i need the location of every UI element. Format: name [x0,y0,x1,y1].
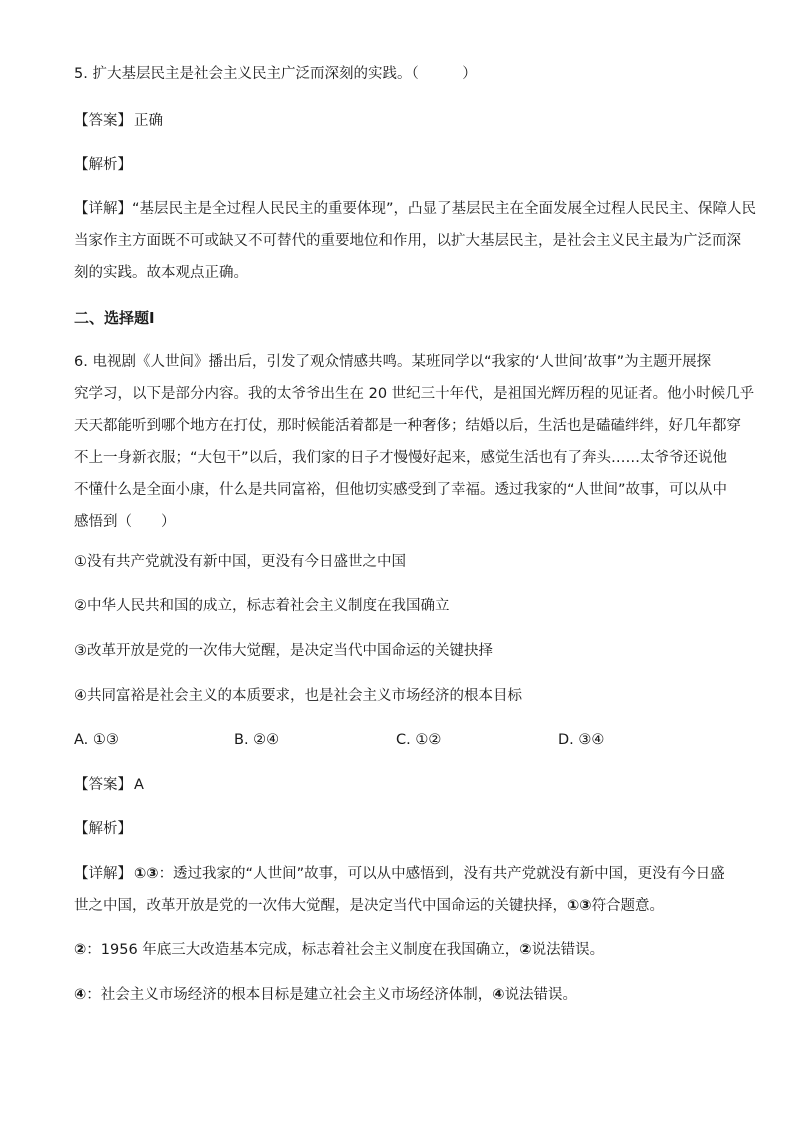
q6-detail-line-3 [74,940,604,960]
q6-stem-line-6: 感悟到（ ） [74,514,176,530]
q6-detail-text: 符合题意。 [591,898,665,914]
q5-answer-line [74,111,163,131]
q6-option-c: C. ①② [396,732,442,748]
q6-stem-line-5: 不懂什么是全面小康，什么是共同富裕，但他切实感受到了幸福。透过我家的“人世间”故事，可以从中 [74,482,728,498]
q6-statement-2: ②中华人民共和国的成立，标志着社会主义制度在我国确立 [74,598,450,614]
q6-detail-text: ：社会主义市场经济的根本目标是建立社会主义市场经济体制， [86,987,493,1003]
q6-analysis-tag: 【解析】 [74,821,132,837]
q6-detail-text: ：透过我家的“人世间”故事，可以从中感悟到，没有共产党就没有新中国，更没有今日盛 [158,866,725,882]
q6-detail-mark: ①③ [134,866,159,882]
q6-detail-text: 说法错误。 [531,942,605,958]
section-heading: 二、选择题Ⅰ [74,309,155,327]
q6-detail-line-1 [74,864,725,884]
q6-statement-3: ③改革开放是党的一次伟大觉醒，是决定当代中国命运的关键抉择 [74,643,493,659]
q6-detail-text: ：1956 年底三大改造基本完成，标志着社会主义制度在我国确立， [86,942,520,958]
q5-detail-line-1: 【详解】“基层民主是全过程人民民主的重要体现”，凸显了基层民主在全面发展全过程人民民主、保障人民 [74,201,757,217]
q5-detail-line-2: 当家作主方面既不可或缺又不可替代的重要地位和作用，以扩大基层民主，是社会主义民主最为广泛而深 [74,233,741,249]
q6-stem-line-1: 6. 电视剧《人世间》播出后，引发了观众情感共鸣。某班同学以“我家的‘人世间’故事”为主题开展探 [74,354,712,370]
q6-stem-line-3: 天天都能听到哪个地方在打仗，那时候能活着都是一种奢侈；结婚以后，生活也是磕磕绊绊，好几年都穿 [74,418,741,434]
q5-stem: 5. 扩大基层民主是社会主义民主广泛而深刻的实践。（ ） [74,66,477,82]
q6-detail-mark: ④ [74,987,87,1003]
q6-answer: A [134,777,144,793]
q6-detail-mark: ④ [492,987,505,1003]
q6-detail-line-2 [74,896,664,916]
q5-answer: 正确 [134,113,163,129]
q6-detail-text: 世之中国，改革开放是党的一次伟大觉醒，是决定当代中国命运的关键抉择， [74,898,567,914]
q6-detail-mark: ② [74,942,87,958]
q6-option-a: A. ①③ [74,732,119,748]
q5-detail-line-3: 刻的实践。故本观点正确。 [74,265,248,281]
q6-option-d: D. ③④ [558,732,605,748]
q6-answer-tag: 【答案】 [74,777,132,793]
q6-stem-line-2: 究学习，以下是部分内容。我的太爷爷出生在 20 世纪三十年代，是祖国光辉历程的见证者。他小时候几乎 [74,386,755,402]
q6-detail-mark: ② [519,942,532,958]
q6-stem-line-4: 不上一身新衣服；“大包干”以后，我们家的日子才慢慢好起来，感觉生活也有了奔头……太爷爷还说他 [74,450,728,466]
q6-detail-tag: 【详解】 [74,866,132,882]
q5-answer-tag: 【答案】 [74,113,132,129]
q6-statement-4: ④共同富裕是社会主义的本质要求，也是社会主义市场经济的根本目标 [74,688,522,704]
q6-statement-1: ①没有共产党就没有新中国，更没有今日盛世之中国 [74,554,406,570]
q5-analysis-tag: 【解析】 [74,157,132,173]
q6-detail-line-4 [74,985,577,1005]
q6-detail-text: 说法错误。 [504,987,578,1003]
q6-detail-mark: ①③ [567,898,592,914]
q6-option-b: B. ②④ [234,732,280,748]
q6-answer-line [74,775,144,795]
